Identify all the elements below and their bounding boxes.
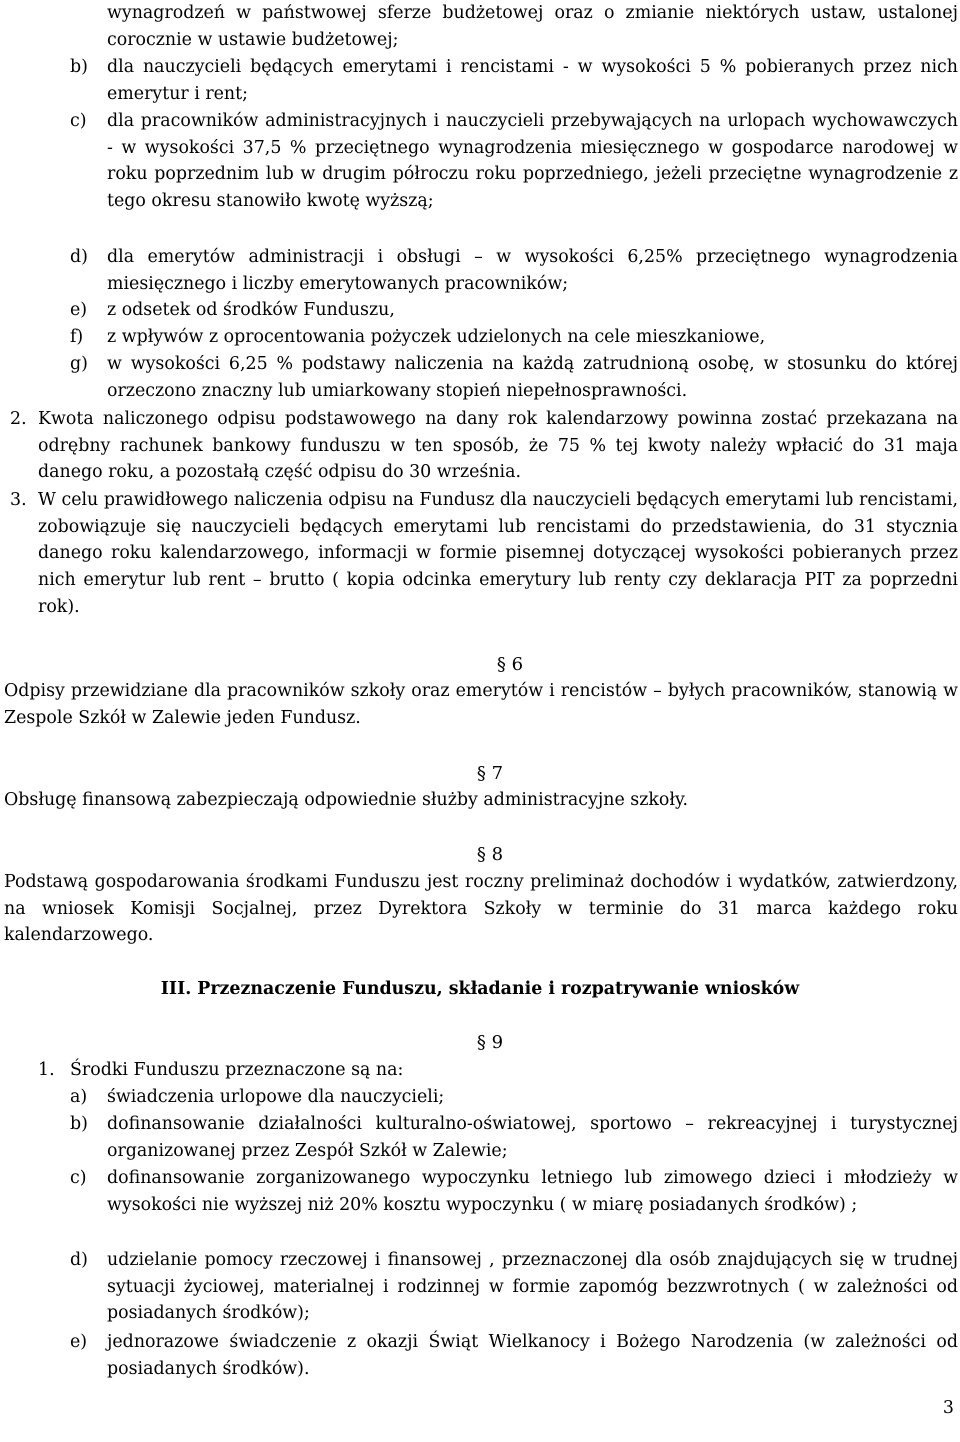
list-item: dla emerytów administracji i obsługi – w wysokości 6,25% przeciętnego wynagrodzenia miesięcznego i liczby emerytowanych pracowników; — [107, 247, 958, 294]
numbered-marker: 2. — [10, 409, 27, 429]
section-paragraph: Podstawą gospodarowania środkami Funduszu jest roczny preliminaż dochodów i wydatków, zatwierdzony, na wniosek Komisji Socjalnej, przez Dyrektora Szkoły w terminie do 31 marca każdego roku kalendarzowego. — [4, 872, 958, 946]
list-item: dofinansowanie zorganizowanego wypoczynku letniego lub zimowego dzieci i młodzieży w wysokości nie wyższej niż 20% kosztu wypoczynku ( w miarę posiadanych środków) ; — [107, 1168, 958, 1215]
continuation-paragraph: wynagrodzeń w państwowej sferze budżetowej oraz o zmianie niektórych ustaw, ustalonej corocznie w ustawie budżetowej; — [107, 3, 958, 50]
numbered-marker: 1. — [38, 1060, 55, 1080]
part-heading: III. Przeznaczenie Funduszu, składanie i rozpatrywanie wniosków — [160, 979, 800, 999]
list-marker: e) — [70, 1332, 88, 1352]
numbered-paragraph: Kwota naliczonego odpisu podstawowego na dany rok kalendarzowy powinna zostać przekazana na odrębny rachunek bankowy funduszu w ten sposób, że 75 % tej kwoty należy wpłacić do 31 maja danego roku, a pozostałą część odpisu do 30 września. — [38, 409, 958, 483]
list-marker: c) — [70, 111, 87, 131]
list-item: dofinansowanie działalności kulturalno-oświatowej, sportowo – rekreacyjnej i turystycznej organizowanej przez Zespół Szkół w Zalewie; — [107, 1114, 958, 1161]
numbered-paragraph: W celu prawidłowego naliczenia odpisu na Fundusz dla nauczycieli będących emerytami lub rencistami, zobowiązuje się nauczycieli będących emerytami lub rencistami do przedstawienia, do 31 stycznia danego roku kalendarzowego, informacji w formie pisemnej dotyczącej wysokości pobieranych przez nich emerytur lub rent – brutto ( kopia odcinka emerytury lub renty czy deklaracja PIT za poprzedni rok). — [38, 490, 958, 617]
section-heading: § 6 — [496, 654, 524, 675]
section-heading: § 8 — [476, 844, 504, 865]
list-item: dla pracowników administracyjnych i nauczycieli przebywających na urlopach wychowawczych - w wysokości 37,5 % przeciętnego wynagrodzenia miesięcznego w gospodarce narodowej w roku poprzednim lub w drugim półroczu roku poprzedniego, jeżeli przeciętne wynagrodzenie z tego okresu stanowiło kwotę wyższą; — [107, 111, 958, 212]
numbered-marker: 3. — [10, 490, 27, 510]
list-item: z odsetek od środków Funduszu, — [107, 300, 395, 320]
section-heading: § 9 — [476, 1032, 504, 1053]
list-marker: d) — [70, 247, 88, 267]
list-marker: d) — [70, 1250, 88, 1270]
numbered-paragraph: Środki Funduszu przeznaczone są na: — [70, 1060, 404, 1080]
list-marker: b) — [70, 1114, 88, 1134]
list-item: z wpływów z oprocentowania pożyczek udzielonych na cele mieszkaniowe, — [107, 327, 766, 347]
section-heading: § 7 — [476, 763, 504, 784]
list-marker: b) — [70, 57, 88, 77]
list-marker: c) — [70, 1168, 87, 1188]
list-item: jednorazowe świadczenie z okazji Świąt Wielkanocy i Bożego Narodzenia (w zależności od posiadanych środków). — [107, 1332, 958, 1379]
list-item: w wysokości 6,25 % podstawy naliczenia na każdą zatrudnioną osobę, w stosunku do której orzeczono znaczny lub umiarkowany stopień niepełnosprawności. — [107, 354, 958, 401]
list-marker: a) — [70, 1087, 88, 1107]
list-item: udzielanie pomocy rzeczowej i finansowej , przeznaczonej dla osób znajdujących się w trudnej sytuacji życiowej, materialnej i rodzinnej w formie zapomóg bezzwrotnych ( w zależności od posiadanych środków); — [107, 1250, 958, 1324]
section-paragraph: Obsługę finansową zabezpieczają odpowiednie służby administracyjne szkoły. — [4, 790, 689, 810]
page-number: 3 — [942, 1398, 954, 1418]
list-item: dla nauczycieli będących emerytami i rencistami - w wysokości 5 % pobieranych przez nich emerytur i rent; — [107, 57, 958, 104]
list-item: świadczenia urlopowe dla nauczycieli; — [107, 1087, 445, 1107]
list-marker: f) — [70, 327, 84, 347]
list-marker: g) — [70, 354, 88, 374]
section-paragraph: Odpisy przewidziane dla pracowników szkoły oraz emerytów i rencistów – byłych pracowników, stanowią w Zespole Szkół w Zalewie jeden Fundusz. — [4, 681, 958, 728]
list-marker: e) — [70, 300, 88, 320]
